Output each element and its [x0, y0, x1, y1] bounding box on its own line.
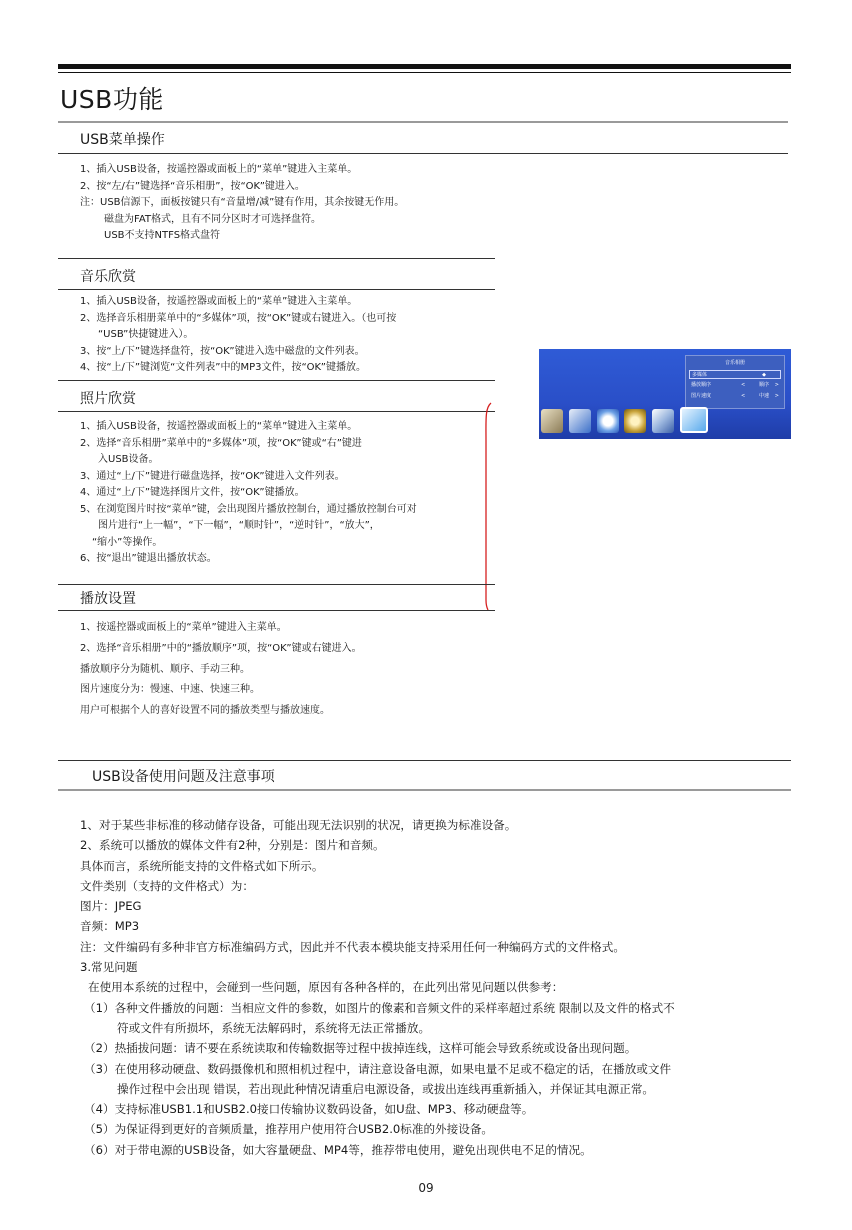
media-album-icon: [680, 407, 708, 433]
top-thin-rule: [58, 72, 791, 73]
tv-menu-row-label: 播放顺序: [691, 382, 712, 388]
list-item: 4、通过“上/下”键选择图片文件，按“OK”键播放。: [80, 487, 305, 498]
tv-menu-row-label: 图片速度: [691, 393, 712, 399]
chevron-right-icon: >: [774, 382, 779, 388]
music-list: [80, 294, 396, 377]
list-item: （2）热插拔问题：请不要在系统读取和传输数据等过程中拔掉连线，这样可能会导致系统或设备出现问题。: [84, 1041, 637, 1056]
page-title: USB功能: [60, 85, 164, 114]
list-item: “缩小”等操作。: [92, 536, 163, 548]
list-item: 2、系统可以播放的媒体文件有2种，分别是：图片和音频。: [80, 838, 385, 853]
section-divider: [58, 610, 495, 611]
section-heading-playback: 播放设置: [80, 591, 136, 607]
picture-mode-icon: [541, 409, 563, 433]
tv-menu-title: 音乐相册: [724, 360, 745, 366]
tv-menu-row-value: 中速: [758, 393, 769, 399]
section-heading-photo: 照片欣赏: [80, 391, 136, 407]
section-divider: [58, 153, 788, 154]
list-item: 6、按“退出”键退出播放状态。: [80, 553, 217, 564]
channel-icon: [652, 409, 674, 433]
notes-list: [80, 815, 675, 1160]
list-item: 入USB设备。: [98, 454, 159, 465]
list-item: 3.常见问题: [80, 960, 138, 975]
list-item: 图片进行“上一幅”，“下一幅”，“顺时针”，“逆时针”，“放大”，: [98, 520, 380, 531]
section-divider: [58, 258, 495, 259]
tv-menu-panel: [685, 355, 785, 409]
usb-menu-list: [80, 162, 404, 245]
list-item: 在使用本系统的过程中，会碰到一些问题，原因有各种各样的，在此列出常见问题以供参考：: [88, 980, 564, 995]
tv-menu-screenshot: [539, 349, 791, 439]
list-item: 注：USB信源下，面板按键只有“音量增/减”键有作用，其余按键无作用。: [80, 197, 405, 208]
title-divider: [58, 121, 788, 123]
list-item: 文件类别（支持的文件格式）为：: [80, 878, 254, 893]
settings-gear-icon: [624, 409, 646, 433]
list-item: （1）各种文件播放的问题：当相应文件的参数，如图片的像素和音频文件的采样率超过系统 限制以及文件的格式不: [84, 1000, 675, 1015]
list-item: （4）支持标准USB1.1和USB2.0接口传输协议数码设备，如U盘、MP3、移动硬盘等。: [84, 1102, 534, 1117]
list-item: 2、选择“音乐相册”菜单中的“多媒体”项，按“OK”键或“右”键进: [80, 437, 362, 449]
playback-list: [80, 618, 362, 722]
tv-icon-bar: [539, 407, 791, 437]
list-item: 1、插入USB设备，按遥控器或面板上的“菜单”键进入主菜单。: [80, 164, 358, 175]
list-item: 播放顺序分为随机、顺序、手动三种。: [80, 663, 250, 675]
list-item: 音频：MP3: [80, 919, 140, 934]
list-item: 5、在浏览图片时按“菜单”键，会出现图片播放控制台，通过播放控制台可对: [80, 503, 417, 515]
section-heading-usb-menu: USB菜单操作: [80, 132, 165, 148]
tv-menu-row-label: 多媒体: [692, 372, 708, 378]
list-item: “USB”快捷键进入）。: [98, 329, 194, 340]
tv-menu-row: [689, 392, 781, 401]
tv-menu-row: [689, 370, 781, 379]
top-thick-rule: [58, 64, 791, 69]
section-divider: [58, 760, 791, 761]
list-item: 2、选择“音乐相册”中的“播放顺序”项，按“OK”键或右键进入。: [80, 642, 362, 654]
list-item: （6）对于带电源的USB设备，如大容量硬盘、MP4等，推荐带电使用，避免出现供电不足的情况。: [84, 1142, 592, 1157]
list-item: （3）在使用移动硬盘、数码摄像机和照相机过程中，请注意设备电源，如果电量不足或不稳定的话，在播放或文件: [84, 1061, 672, 1076]
list-item: 1、插入USB设备，按遥控器或面板上的“菜单”键进入主菜单。: [80, 296, 358, 307]
page-number: 09: [418, 1181, 434, 1195]
list-item: 注：文件编码有多种非官方标准编码方式，因此并不代表本模块能支持采用任何一种编码方式的文件格式。: [80, 939, 625, 954]
section-divider: [58, 411, 495, 412]
red-bracket-annotation: [479, 400, 493, 612]
list-item: 3、通过“上/下”键进行磁盘选择，按“OK”键进入文件列表。: [80, 470, 345, 482]
section-heading-music: 音乐欣赏: [80, 269, 136, 285]
list-item: 1、对于某些非标准的移动储存设备，可能出现无法识别的状况，请更换为标准设备。: [80, 818, 517, 832]
section-heading-notes: USB设备使用问题及注意事项: [92, 769, 275, 785]
list-item: （5）为保证得到更好的音频质量，推荐用户使用符合USB2.0标准的外接设备。: [84, 1122, 494, 1137]
screen-icon: [569, 409, 591, 433]
chevron-left-icon: <: [741, 393, 746, 399]
photo-list: [80, 419, 417, 568]
list-item: 2、按“左/右”键选择“音乐相册”，按“OK”键进入。: [80, 180, 305, 192]
list-item: 磁盘为FAT格式，且有不同分区时才可选择盘符。: [104, 213, 322, 225]
section-divider: [58, 584, 495, 585]
list-item: 图片速度分为：慢速、中速、快速三种。: [80, 684, 260, 696]
chevron-right-icon: >: [774, 393, 779, 399]
list-item: 操作过程中会出现 错误，若出现此种情况请重启电源设备，或拔出连线再重新插入，并保证其电源正常。: [117, 1081, 655, 1096]
section-divider: [58, 380, 495, 381]
list-item: 1、插入USB设备，按遥控器或面板上的“菜单”键进入主菜单。: [80, 421, 358, 432]
list-item: 2、选择音乐相册菜单中的“多媒体”项，按“OK”键或右键进入。（也可按: [80, 312, 397, 324]
list-item: 4、按“上/下”键浏览“文件列表”中的MP3文件，按“OK”键播放。: [80, 362, 366, 373]
list-item: 3、按“上/下”键选择盘符，按“OK”键进入选中磁盘的文件列表。: [80, 345, 365, 357]
tv-menu-row: [689, 381, 781, 390]
tv-menu-row-value: 顺序: [758, 382, 769, 388]
list-item: 用户可根据个人的喜好设置不同的播放类型与播放速度。: [80, 705, 330, 717]
section-divider: [58, 789, 791, 791]
chevron-left-icon: <: [741, 382, 746, 388]
list-item: 具体而言，系统所能支持的文件格式如下所示。: [80, 858, 324, 873]
list-item: 图片：JPEG: [80, 899, 142, 914]
diamond-icon: ◆: [762, 372, 766, 378]
section-divider: [58, 289, 495, 290]
sound-icon: [597, 409, 619, 433]
list-item: 符或文件有所损坏，系统无法解码时，系统将无法正常播放。: [117, 1020, 431, 1035]
list-item: 1、按遥控器或面板上的“菜单”键进入主菜单。: [80, 622, 287, 633]
list-item: USB不支持NTFS格式盘符: [104, 230, 221, 241]
